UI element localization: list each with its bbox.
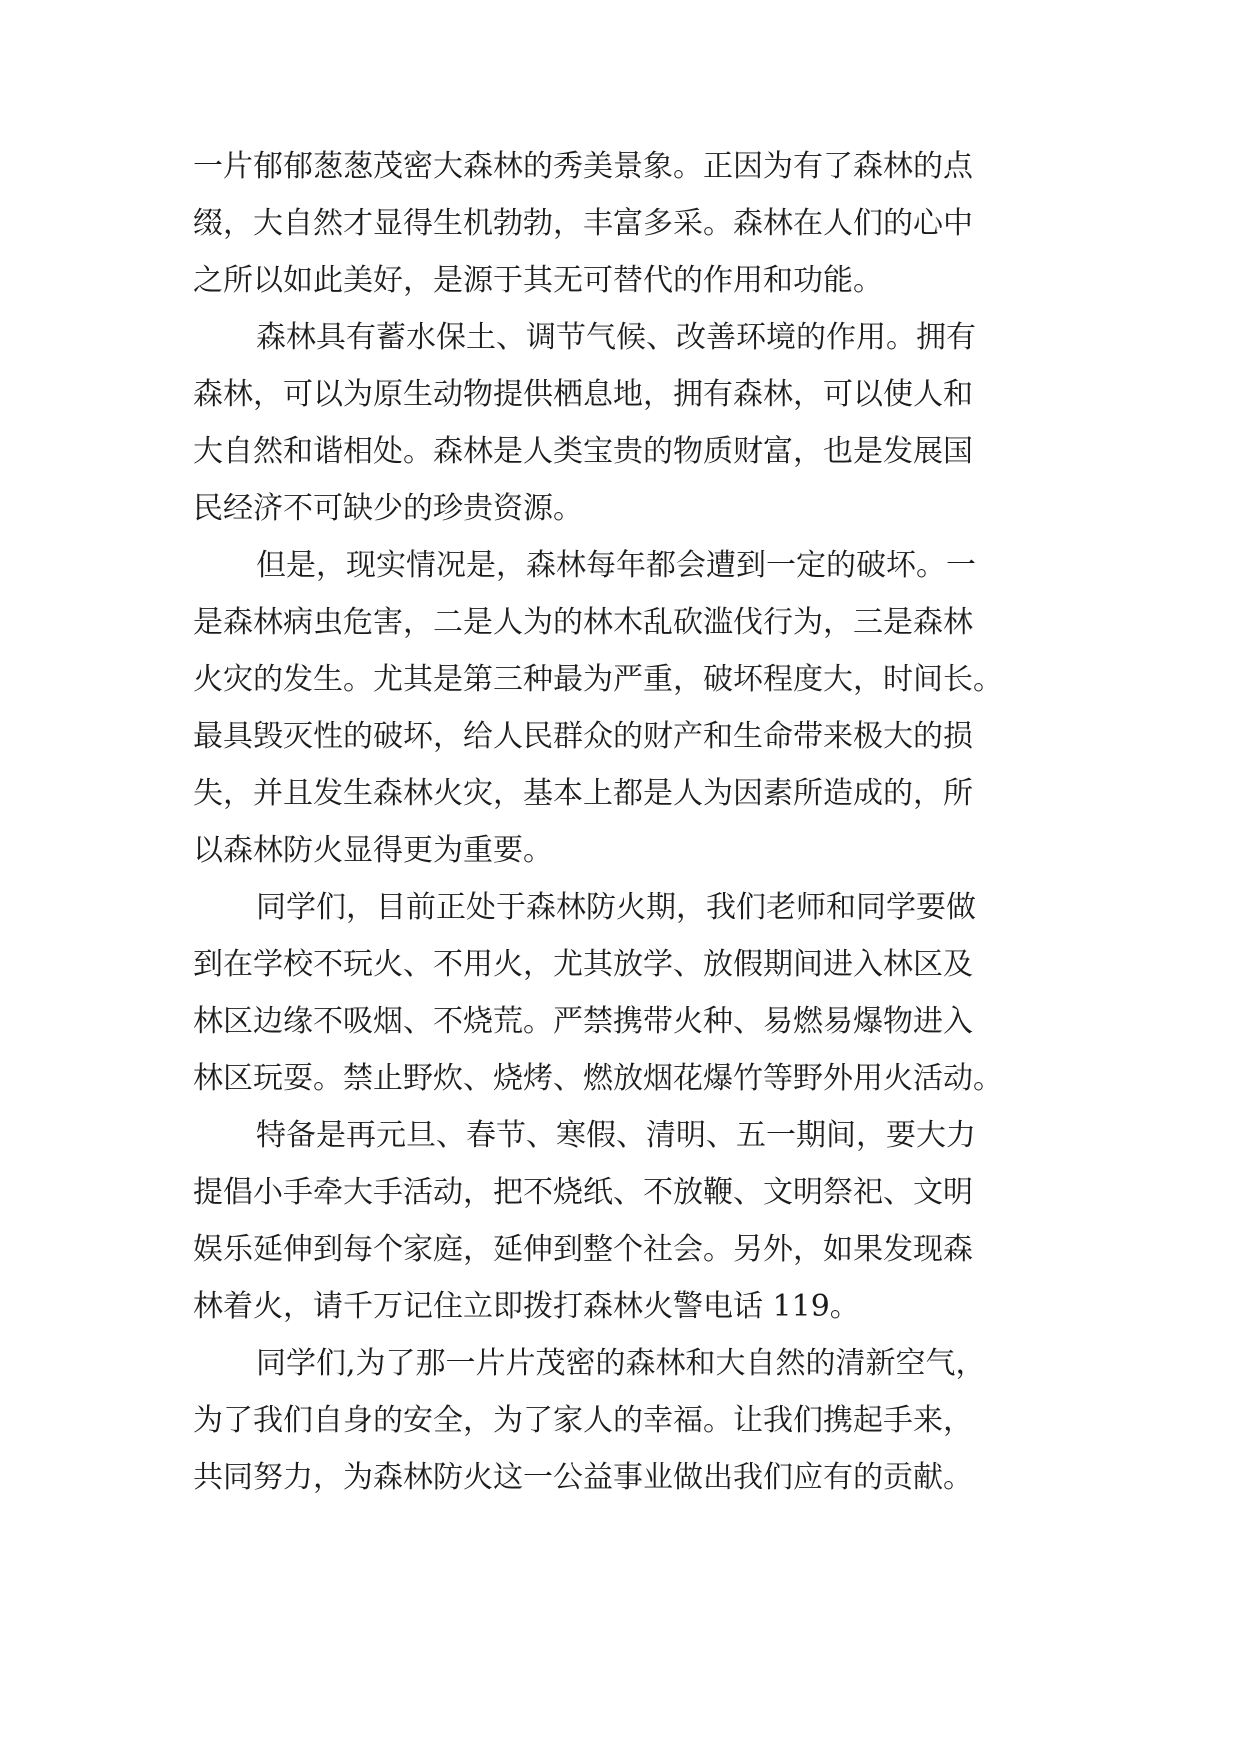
paragraph-5-line-1: 特备是再元旦、春节、寒假、清明、五一期间，要大力 — [256, 1118, 976, 1153]
paragraph-4-line-2: 到在学校不玩火、不用火，尤其放学、放假期间进入林区及 — [193, 947, 973, 982]
paragraph-5-line-2: 提倡小手牵大手活动，把不烧纸、不放鞭、文明祭祀、文明 — [193, 1175, 973, 1210]
paragraph-2-line-3: 大自然和谐相处。森林是人类宝贵的物质财富，也是发展国 — [193, 434, 973, 469]
paragraph-3-line-6: 以森林防火显得更为重要。 — [193, 833, 553, 868]
paragraph-6-line-1: 同学们,为了那一片片茂密的森林和大自然的清新空气， — [256, 1346, 986, 1381]
paragraph-3-line-2: 是森林病虫危害，二是人为的林木乱砍滥伐行为，三是森林 — [193, 605, 973, 640]
paragraph-2-line-2: 森林，可以为原生动物提供栖息地，拥有森林，可以使人和 — [193, 377, 973, 412]
paragraph-3-line-3: 火灾的发生。尤其是第三种最为严重，破坏程度大，时间长。 — [193, 662, 1003, 697]
paragraph-3-line-1: 但是，现实情况是，森林每年都会遭到一定的破坏。一 — [256, 548, 976, 583]
paragraph-4-line-4: 林区玩耍。禁止野炊、烧烤、燃放烟花爆竹等野外用火活动。 — [193, 1061, 1003, 1096]
paragraph-2-line-4: 民经济不可缺少的珍贵资源。 — [193, 491, 583, 526]
paragraph-6-line-2: 为了我们自身的安全，为了家人的幸福。让我们携起手来， — [193, 1403, 973, 1438]
paragraph-3-line-5: 失，并且发生森林火灾，基本上都是人为因素所造成的，所 — [193, 776, 973, 811]
paragraph-5-line-3: 娱乐延伸到每个家庭，延伸到整个社会。另外，如果发现森 — [193, 1232, 973, 1267]
paragraph-5-line-4: 林着火，请千万记住立即拨打森林火警电话 119。 — [193, 1289, 860, 1324]
paragraph-1-line-3: 之所以如此美好，是源于其无可替代的作用和功能。 — [193, 263, 883, 298]
paragraph-4-line-3: 林区边缘不吸烟、不烧荒。严禁携带火种、易燃易爆物进入 — [193, 1004, 973, 1039]
paragraph-4-line-1: 同学们，目前正处于森林防火期，我们老师和同学要做 — [256, 890, 976, 925]
paragraph-1-line-2: 缀，大自然才显得生机勃勃，丰富多采。森林在人们的心中 — [193, 206, 973, 241]
paragraph-6-line-3: 共同努力，为森林防火这一公益事业做出我们应有的贡献。 — [193, 1460, 973, 1495]
paragraph-2-line-1: 森林具有蓄水保土、调节气候、改善环境的作用。拥有 — [256, 320, 976, 355]
paragraph-1-line-1: 一片郁郁葱葱茂密大森林的秀美景象。正因为有了森林的点 — [193, 149, 973, 184]
paragraph-3-line-4: 最具毁灭性的破坏，给人民群众的财产和生命带来极大的损 — [193, 719, 973, 754]
